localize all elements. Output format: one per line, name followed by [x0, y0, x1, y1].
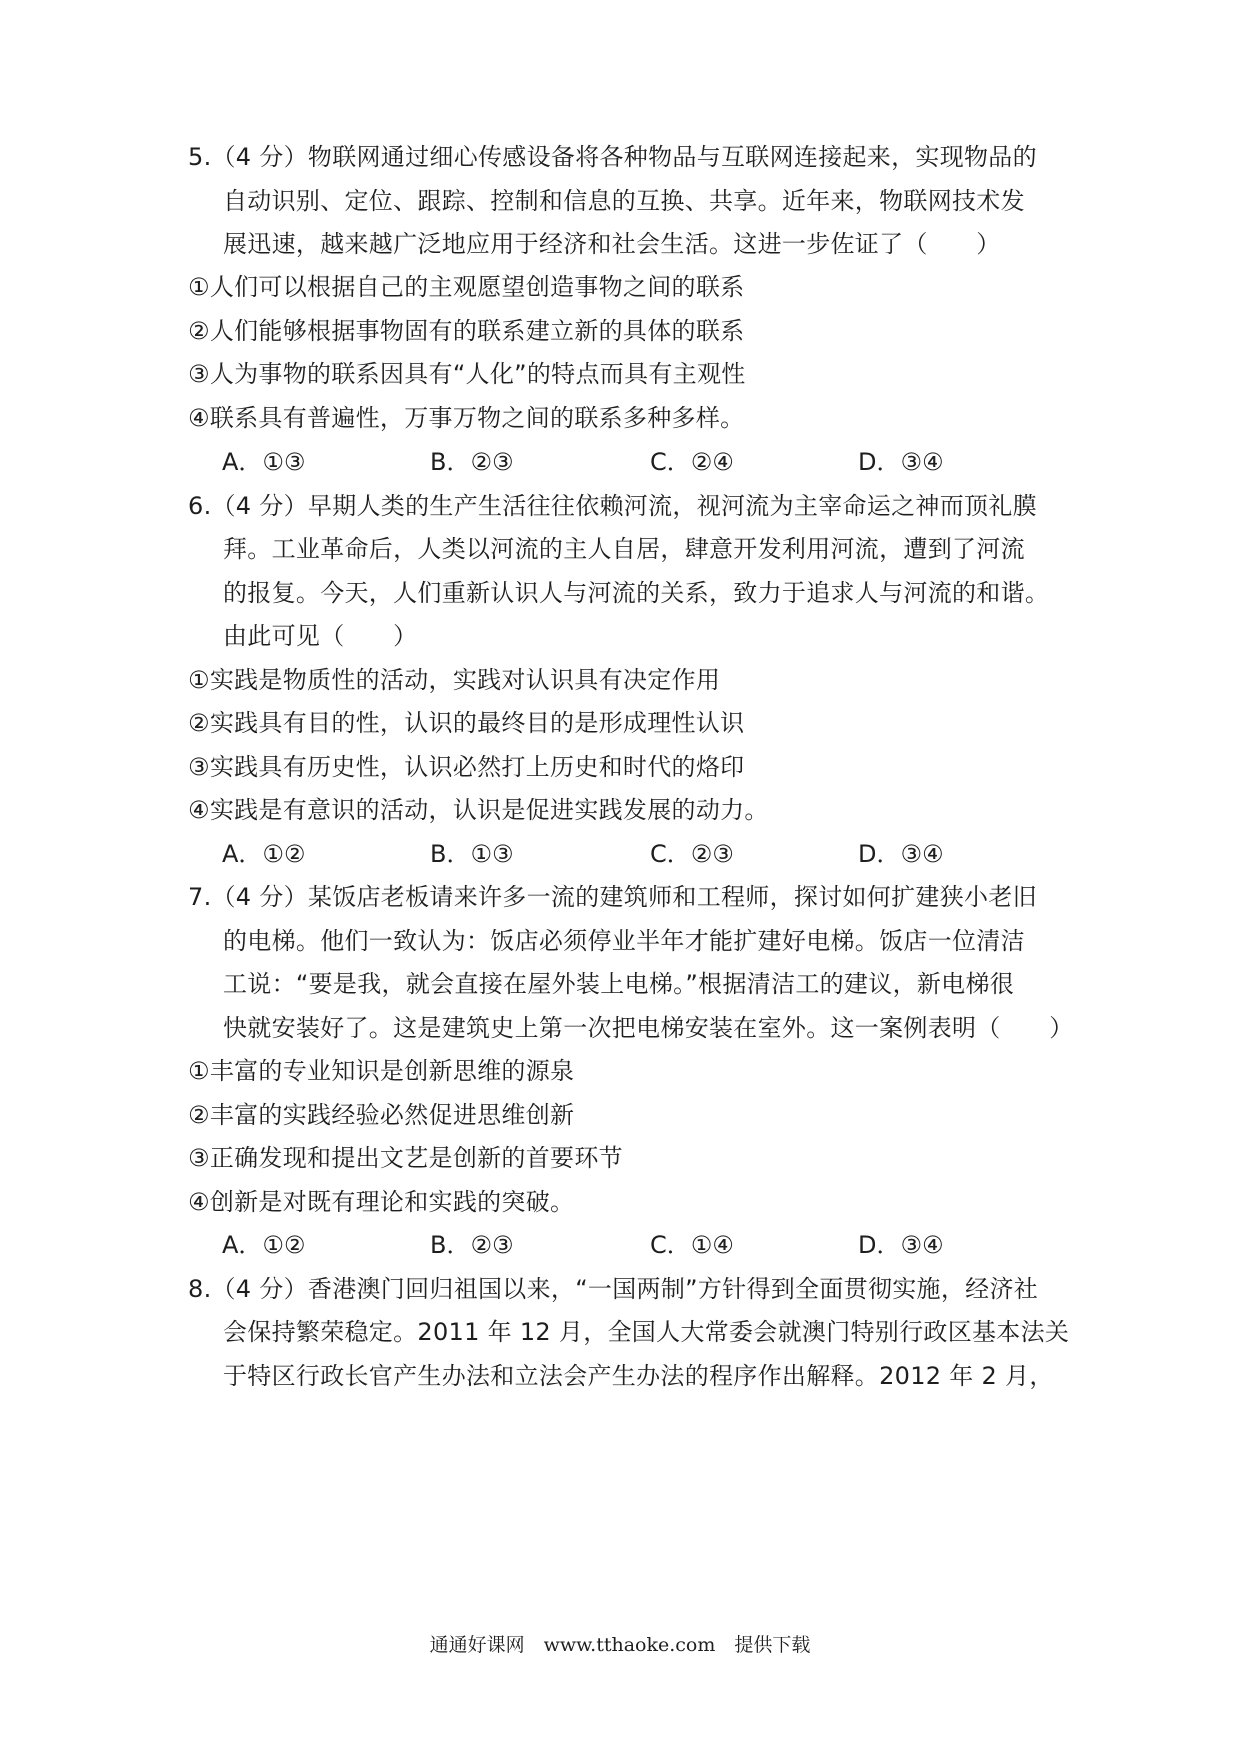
q7-choice-d: D．③④	[858, 1231, 944, 1259]
q5-choice-b: B．②③	[430, 448, 514, 476]
q6-stem-line-4: 由此可见（ ）	[223, 622, 418, 650]
q8-stem-line-3: 于特区行政长官产生办法和立法会产生办法的程序作出解释。2012 年 2 月，	[223, 1362, 1054, 1390]
q5-choice-d: D．③④	[858, 448, 944, 476]
q5-option-1: ①人们可以根据自己的主观愿望创造事物之间的联系	[188, 273, 745, 301]
q7-stem-line-1: 7.（4 分）某饭店老板请来许多一流的建筑师和工程师，探讨如何扩建狭小老旧	[188, 883, 1037, 911]
q6-stem-line-2: 拜。工业革命后，人类以河流的主人自居，肆意开发利用河流，遭到了河流	[223, 535, 1025, 563]
q6-choice-c: C．②③	[650, 840, 734, 868]
q6-choice-b: B．①③	[430, 840, 514, 868]
q7-stem-line-2: 的电梯。他们一致认为：饭店必须停业半年才能扩建好电梯。饭店一位清洁	[223, 927, 1025, 955]
footer-source: 通通好课网 www.tthaoke.com 提供下载	[429, 1634, 811, 1656]
q7-stem-line-3: 工说：“要是我，就会直接在屋外装上电梯。”根据清洁工的建议，新电梯很	[223, 970, 1015, 998]
q5-option-4: ④联系具有普遍性，万事万物之间的联系多种多样。	[188, 404, 745, 432]
q7-option-3: ③正确发现和提出文艺是创新的首要环节	[188, 1144, 623, 1172]
q5-choice-c: C．②④	[650, 448, 734, 476]
q7-choice-c: C．①④	[650, 1231, 734, 1259]
q5-option-3: ③人为事物的联系因具有“人化”的特点而具有主观性	[188, 360, 746, 388]
q7-option-4: ④创新是对既有理论和实践的突破。	[188, 1188, 575, 1216]
q6-option-1: ①实践是物质性的活动，实践对认识具有决定作用	[188, 666, 721, 694]
q7-choice-b: B．②③	[430, 1231, 514, 1259]
q8-stem-line-2: 会保持繁荣稳定。2011 年 12 月，全国人大常委会就澳门特别行政区基本法关	[223, 1318, 1070, 1346]
q6-option-2: ②实践具有目的性，认识的最终目的是形成理性认识	[188, 709, 745, 737]
q6-choice-a: A．①②	[222, 840, 306, 868]
q6-choice-d: D．③④	[858, 840, 944, 868]
q7-stem-line-4: 快就安装好了。这是建筑史上第一次把电梯安装在室外。这一案例表明（ ）	[223, 1014, 1074, 1042]
q5-option-2: ②人们能够根据事物固有的联系建立新的具体的联系	[188, 317, 745, 345]
q6-option-4: ④实践是有意识的活动，认识是促进实践发展的动力。	[188, 796, 769, 824]
q7-choice-a: A．①②	[222, 1231, 306, 1259]
q5-stem-line-3: 展迅速，越来越广泛地应用于经济和社会生活。这进一步佐证了（ ）	[223, 230, 1001, 258]
q7-option-1: ①丰富的专业知识是创新思维的源泉	[188, 1057, 575, 1085]
q5-stem-line-1: 5.（4 分）物联网通过细心传感设备将各种物品与互联网连接起来，实现物品的	[188, 143, 1037, 171]
q6-option-3: ③实践具有历史性，认识必然打上历史和时代的烙印	[188, 753, 745, 781]
q5-stem-line-2: 自动识别、定位、跟踪、控制和信息的互换、共享。近年来，物联网技术发	[223, 187, 1025, 215]
q8-stem-line-1: 8.（4 分）香港澳门回归祖国以来，“一国两制”方针得到全面贯彻实施，经济社	[188, 1275, 1039, 1303]
q7-option-2: ②丰富的实践经验必然促进思维创新	[188, 1101, 575, 1129]
q6-stem-line-1: 6.（4 分）早期人类的生产生活往往依赖河流，视河流为主宰命运之神而顶礼膜	[188, 492, 1037, 520]
q5-choice-a: A．①③	[222, 448, 306, 476]
q6-stem-line-3: 的报复。今天，人们重新认识人与河流的关系，致力于追求人与河流的和谐。	[223, 579, 1050, 607]
